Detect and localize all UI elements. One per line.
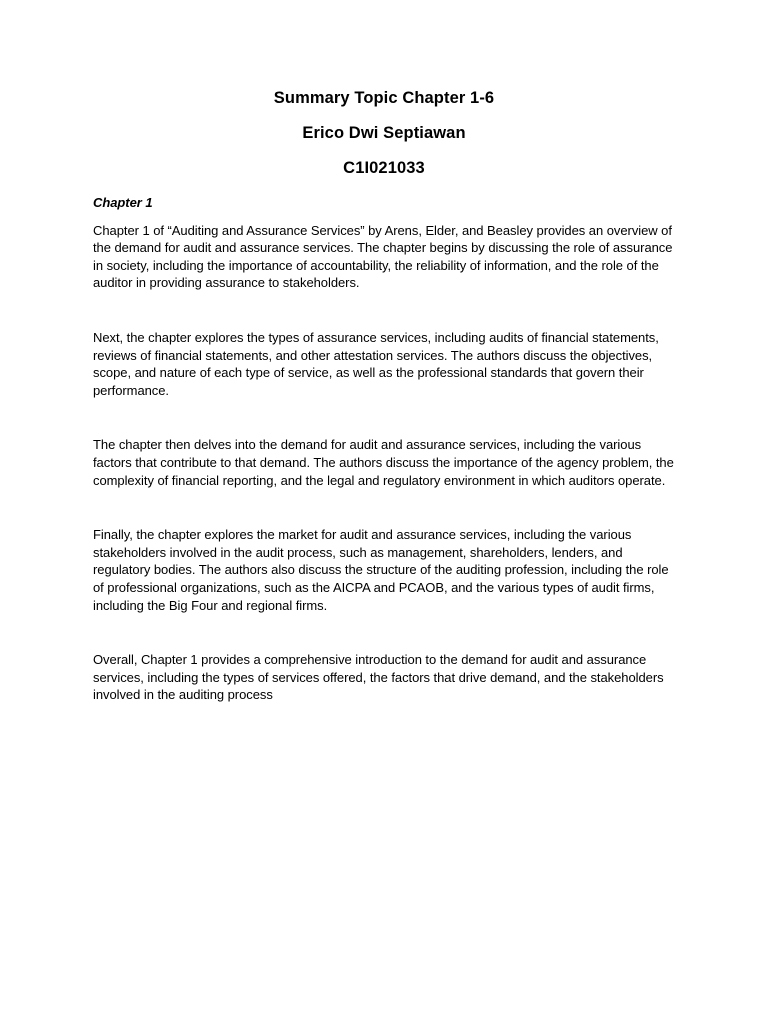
document-title: Summary Topic Chapter 1-6 <box>273 89 495 107</box>
paragraph-1: Chapter 1 of “Auditing and Assurance Services” by Arens, Elder, and Beasley provides an overview of the demand for audit and assurance services. The chapter begins by discussing the role of assurance in society, including the importance of accountability, the reliability of information, and the role of the auditor in providing assurance to stakeholders. <box>93 222 673 291</box>
document-body <box>93 194 675 741</box>
paragraph-4: Finally, the chapter explores the market for audit and assurance services, including the various stakeholders involved in the audit process, such as management, shareholders, lenders, and regulatory bodies. The authors also discuss the structure of the auditing profession, including the role of professional organizations, such as the AICPA and PCAOB, and the various types of audit firms, including the Big Four and regional firms. <box>93 527 669 613</box>
author-name: Erico Dwi Septiawan <box>302 124 466 142</box>
paragraph-3: The chapter then delves into the demand for audit and assurance services, including the various factors that contribute to that demand. The authors discuss the importance of the agency problem, the complexity of financial reporting, and the legal and regulatory environment in which auditors operate. <box>93 437 674 488</box>
student-id: C1I021033 <box>343 159 425 177</box>
document-header <box>0 88 768 193</box>
paragraph-2: Next, the chapter explores the types of assurance services, including audits of financial statements, reviews of financial statements, and other attestation services. The authors discuss the objectives, scope, and nature of each type of service, as well as the professional standards that govern their performance. <box>93 329 659 398</box>
paragraph-5: Overall, Chapter 1 provides a comprehensive introduction to the demand for audit and assurance services, including the types of services offered, the factors that drive demand, and the stakeholders involved in the auditing process <box>93 652 664 703</box>
chapter-heading: Chapter 1 <box>93 195 153 210</box>
